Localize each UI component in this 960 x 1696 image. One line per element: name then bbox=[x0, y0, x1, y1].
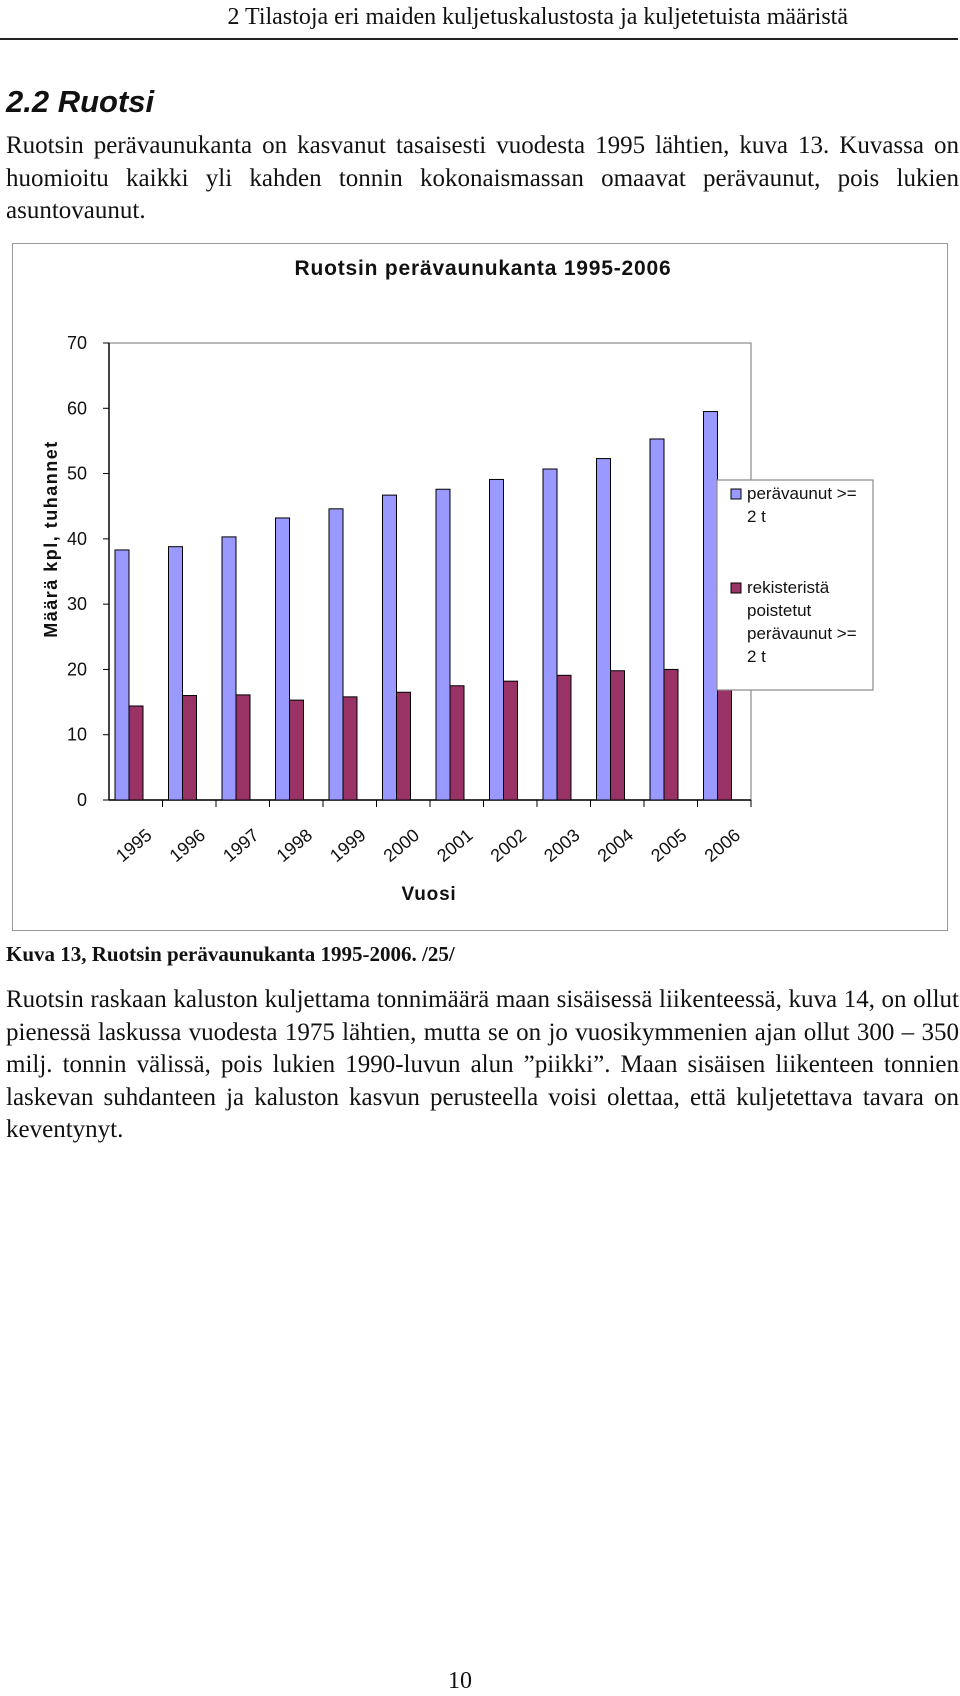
x-tick-label: 2004 bbox=[593, 824, 638, 866]
legend-label: rekisteristä poistetut perävaunut >= 2 t bbox=[747, 578, 857, 666]
bar-peravaunut bbox=[436, 489, 450, 800]
chart-title: Ruotsin perävaunukanta 1995-2006 bbox=[294, 257, 672, 280]
y-tick-label: 50 bbox=[66, 463, 87, 484]
y-tick-label: 0 bbox=[76, 790, 87, 810]
body-paragraph: Ruotsin raskaan kaluston kuljettama tonnimäärä maan sisäisessä liikenteessä, kuva 14, on ollut pienessä laskussa vuodesta 1975 lähtien, mutta se on jo vuosikymmenien ajan ollut 300 – 350 milj. tonnin välissä, pois lukien 1990-luvun alun ”piikki”. Maan sisäisen liikenteen tonnien laskevan suhdanteen ja kaluston kasvun perusteella voisi olettaa, että kuljetettava tavara on keventynyt. bbox=[6, 986, 959, 1143]
x-tick-label: 2002 bbox=[486, 824, 531, 866]
y-tick-label: 70 bbox=[66, 333, 87, 353]
chart-frame bbox=[12, 243, 948, 931]
figure-caption: Kuva 13, Ruotsin perävaunukanta 1995-2006. /25/ bbox=[6, 942, 455, 966]
x-tick-label: 2005 bbox=[647, 824, 691, 866]
y-tick-label: 40 bbox=[66, 528, 87, 549]
bar-poistetut bbox=[504, 681, 518, 800]
y-tick-label: 30 bbox=[66, 594, 87, 615]
bar-peravaunut bbox=[329, 509, 343, 800]
bar-peravaunut bbox=[383, 495, 397, 800]
page-number: 10 bbox=[448, 1668, 472, 1694]
legend-swatch bbox=[731, 583, 741, 593]
section-heading: 2.2 Ruotsi bbox=[6, 84, 155, 119]
bar-peravaunut bbox=[704, 412, 718, 800]
bar-peravaunut bbox=[169, 547, 183, 800]
x-tick-label: 1998 bbox=[272, 824, 317, 866]
running-header bbox=[0, 4, 958, 40]
bar-poistetut bbox=[557, 675, 571, 800]
y-axis-label: Määrä kpl, tuhannet bbox=[41, 440, 61, 638]
running-header-title: 2 Tilastoja eri maiden kuljetuskalustosta ja kuljetetuista määristä bbox=[227, 4, 848, 30]
bar-poistetut bbox=[450, 686, 464, 800]
x-tick-label: 1995 bbox=[112, 824, 156, 866]
bar-peravaunut bbox=[650, 439, 664, 800]
x-tick-label: 2000 bbox=[379, 824, 424, 866]
bar-peravaunut bbox=[597, 459, 611, 800]
bar-poistetut bbox=[183, 696, 197, 800]
y-tick-label: 20 bbox=[66, 659, 87, 680]
x-tick-label: 2001 bbox=[433, 824, 477, 866]
legend-swatch bbox=[731, 489, 741, 499]
bar-poistetut bbox=[343, 697, 357, 800]
legend-label: perävaunut >= 2 t bbox=[747, 484, 857, 526]
bar-peravaunut bbox=[115, 550, 129, 800]
x-axis-label: Vuosi bbox=[401, 884, 457, 905]
intro-paragraph: Ruotsin perävaunukanta on kasvanut tasaisesti vuodesta 1995 lähtien, kuva 13. Kuvassa on huomioitu kaikki yli kahden tonnin kokonaismassan omaavat perävaunut, pois lukien asuntovaunut. bbox=[6, 132, 959, 224]
legend bbox=[717, 480, 873, 690]
bar-peravaunut bbox=[543, 469, 557, 800]
bar-poistetut bbox=[236, 695, 250, 800]
x-tick-label: 1999 bbox=[326, 824, 370, 866]
bar-poistetut bbox=[290, 700, 304, 800]
bar-peravaunut bbox=[222, 537, 236, 800]
bar-peravaunut bbox=[490, 479, 504, 800]
x-tick-label: 2003 bbox=[540, 824, 584, 866]
y-tick-label: 10 bbox=[66, 724, 87, 745]
plot-area bbox=[67, 333, 751, 866]
bar-poistetut bbox=[611, 671, 625, 800]
x-tick-label: 2006 bbox=[700, 824, 745, 866]
x-tick-label: 1996 bbox=[165, 824, 210, 866]
bar-peravaunut bbox=[276, 518, 290, 800]
bar-poistetut bbox=[129, 706, 143, 800]
bar-poistetut bbox=[397, 692, 411, 800]
x-tick-label: 1997 bbox=[219, 824, 263, 866]
bar-chart bbox=[13, 244, 949, 932]
y-tick-label: 60 bbox=[66, 398, 87, 419]
bar-poistetut bbox=[664, 669, 678, 800]
